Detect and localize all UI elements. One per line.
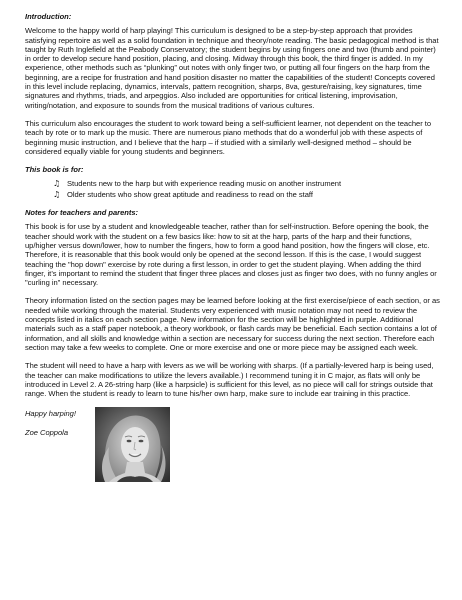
music-note-icon: ♫: [53, 189, 61, 199]
notes-paragraph-1: This book is for use by a student and knowledgeable teacher, rather than for self-instruction. Before opening the book, the teacher should work with the student on a few basics like: how to sit at the harp, parts of the harp and their functions, up/higher versus down/lower, how to number the fingers, how to form a good hand position, how the fingers will close, etc. Therefore, it is reasonable that this book would only be opened at the second lesson. If this is the case, I would suggest teaching the "hop down" exercise by rote during a first lesson, in order to get the student playing. When adding the third finger, it’s important to remind the student that finger three places and closes just as finger two does, with no funny angles or "curling in" necessary.: [25, 222, 437, 288]
signoff-greeting: Happy harping!: [25, 409, 76, 419]
notes-paragraph-2: Theory information listed on the section pages may be learned before looking at the first exercise/piece of each section, or as needed while working through the material. Students very experienced with music notation may not need to review the concepts listed in italics on each section page. New information for the section will be highlighted in purple. Additional materials such as a staff paper notebook, a theory workbook, or flash cards may be beneficial. Each section contains a lot of information, and all skills and knowledge within a section are necessary for success during the next section. Therefore each section may take a few weeks to complete. One or more exercise and one or more piece may be assigned each week.: [25, 296, 440, 352]
author-photo: [95, 407, 170, 482]
list-item: [53, 190, 440, 199]
book-is-for-heading: This book is for:: [25, 165, 84, 175]
signoff: [25, 407, 440, 482]
audience-list: [25, 179, 440, 199]
music-note-icon: ♫: [53, 179, 61, 189]
list-item-text: Older students who show great aptitude and readiness to read on the staff: [67, 189, 313, 199]
list-item: [53, 179, 440, 188]
signoff-text: [25, 407, 83, 446]
introduction-paragraph-2: This curriculum also encourages the student to work toward being a self-sufficient learner, not dependent on the teacher to teach by rote or to mark up the music. There are numerous piano methods that do a wonderful job with these aspects of beginning music instruction, and I believe that the harp – if studied with a similarly well-designed method – should be considered equally viable for young students and beginners.: [25, 118, 432, 156]
introduction-paragraph-1: Welcome to the happy world of harp playing! This curriculum is designed to be a step-by-step approach that provides satisfying repertoire as well as a solid foundation in technique and theory/note reading. The basic pedagogical method is that taught by Ruth Inglefield at the Peabody Conservatory; the student begins by using fingers one and two (thumb and pointer) in order to develop secure hand position, placing, and closing. Midway through this book, the third finger is added. In my experience, other methods such as “plunking” out notes with only finger two, or putting all four fingers on the harp from the beginning, are a recipe for frustration and hand position disaster no matter the capabilities of the student! Concepts covered in this level include replacing, dynamics, intervals, pattern recognition, sharps, 8va, gesture/raising, key signatures, time signatures and rhythms, triads, and arpeggios. Also included are opportunities for critical listening, improvisation, writing/notation, and exposure to sounds from the musical traditions of various cultures.: [25, 26, 439, 110]
notes-paragraph-3: The student will need to have a harp with levers as we will be working with sharps. (If a partially-levered harp is being used, the teacher can make modifications to utilize the levers available.) I recommend tuning it in C major, as flats will only be introduced in Level 2. A 26-string harp (like a harpsicle) is sufficient for this level, as no piece will call for strings outside that range. When the student is ready to learn to tune his/her own harp, make sure to include ear training in this practice.: [25, 361, 434, 399]
list-item-text: Students new to the harp but with experience reading music on another instrument: [67, 179, 342, 189]
author-name: Zoe Coppola: [25, 427, 68, 437]
notes-heading: Notes for teachers and parents:: [25, 208, 139, 218]
introduction-heading: Introduction:: [25, 12, 72, 21]
